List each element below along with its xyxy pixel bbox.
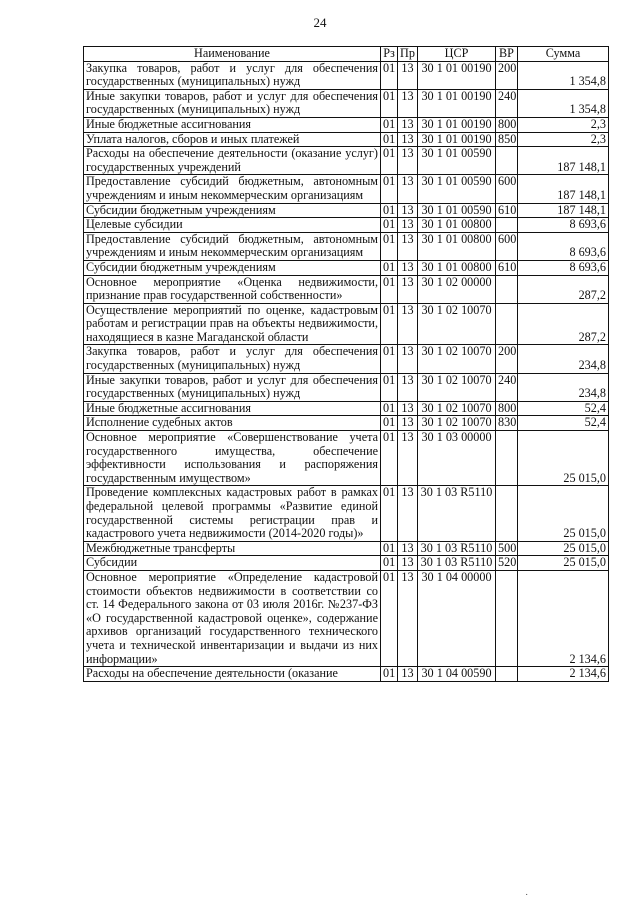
- row-rz-cell: 01: [381, 416, 398, 431]
- row-rz-cell: 01: [381, 203, 398, 218]
- row-csr-cell: 30 1 03 R5110: [418, 541, 496, 556]
- table-row: [84, 541, 609, 556]
- row-vr-cell: 800: [496, 401, 518, 416]
- row-csr-cell: 30 1 02 10070: [418, 401, 496, 416]
- row-vr-cell: 240: [496, 89, 518, 117]
- row-csr-cell: 30 1 04 00590: [418, 667, 496, 682]
- row-vr-cell: [496, 303, 518, 345]
- row-rz-cell: 01: [381, 667, 398, 682]
- row-csr-cell: 30 1 03 R5110: [418, 486, 496, 541]
- row-amount-cell: 287,2: [518, 303, 609, 345]
- table-row: [84, 117, 609, 132]
- row-csr-cell: 30 1 02 00000: [418, 275, 496, 303]
- table-row: [84, 570, 609, 666]
- row-name-cell: Основное мероприятие «Совершенствование учета государственного имущества, обеспечение эффективности использования и распоряжения государственным имуществом»: [84, 431, 381, 486]
- row-pr-cell: 13: [398, 431, 418, 486]
- row-amount-cell: 287,2: [518, 275, 609, 303]
- row-amount-cell: 25 015,0: [518, 541, 609, 556]
- row-vr-cell: [496, 218, 518, 233]
- table-header-row: [84, 47, 609, 62]
- row-amount-cell: 8 693,6: [518, 260, 609, 275]
- table-row: [84, 416, 609, 431]
- row-vr-cell: 200: [496, 61, 518, 89]
- row-rz-cell: 01: [381, 345, 398, 373]
- row-amount-cell: 2,3: [518, 117, 609, 132]
- row-name-cell: Целевые субсидии: [84, 218, 381, 233]
- row-vr-cell: [496, 486, 518, 541]
- row-csr-cell: 30 1 04 00000: [418, 570, 496, 666]
- row-pr-cell: 13: [398, 260, 418, 275]
- column-header-name: Наименование: [84, 47, 381, 62]
- table-row: [84, 175, 609, 203]
- row-amount-cell: 1 354,8: [518, 61, 609, 89]
- row-pr-cell: 13: [398, 416, 418, 431]
- row-vr-cell: [496, 275, 518, 303]
- row-vr-cell: 610: [496, 260, 518, 275]
- row-name-cell: Осуществление мероприятий по оценке, кадастровым работам и регистрации прав на объекты недвижимости, находящиеся в казне Магаданской области: [84, 303, 381, 345]
- row-csr-cell: 30 1 01 00800: [418, 232, 496, 260]
- row-rz-cell: 01: [381, 61, 398, 89]
- row-rz-cell: 01: [381, 431, 398, 486]
- table-row: [84, 373, 609, 401]
- table-row: [84, 556, 609, 571]
- row-vr-cell: 500: [496, 541, 518, 556]
- table-row: [84, 667, 609, 682]
- row-pr-cell: 13: [398, 541, 418, 556]
- column-header-amount: Сумма: [518, 47, 609, 62]
- row-csr-cell: 30 1 01 00590: [418, 203, 496, 218]
- row-pr-cell: 13: [398, 232, 418, 260]
- row-pr-cell: 13: [398, 203, 418, 218]
- row-csr-cell: 30 1 02 10070: [418, 373, 496, 401]
- row-csr-cell: 30 1 02 10070: [418, 345, 496, 373]
- row-name-cell: Иные закупки товаров, работ и услуг для обеспечения государственных (муниципальных) нужд: [84, 89, 381, 117]
- row-name-cell: Субсидии бюджетным учреждениям: [84, 203, 381, 218]
- table-row: [84, 232, 609, 260]
- row-vr-cell: 240: [496, 373, 518, 401]
- row-pr-cell: 13: [398, 147, 418, 175]
- row-amount-cell: 52,4: [518, 401, 609, 416]
- row-vr-cell: 520: [496, 556, 518, 571]
- table-row: [84, 61, 609, 89]
- row-name-cell: Проведение комплексных кадастровых работ в рамках федеральной целевой программы «Развитие единой государственной системы регистрации прав и кадастрового учета недвижимости (2014-2020 годы)»: [84, 486, 381, 541]
- row-csr-cell: 30 1 02 10070: [418, 416, 496, 431]
- row-name-cell: Иные закупки товаров, работ и услуг для обеспечения государственных (муниципальных) нужд: [84, 373, 381, 401]
- row-rz-cell: 01: [381, 218, 398, 233]
- row-name-cell: Исполнение судебных актов: [84, 416, 381, 431]
- row-amount-cell: 187 148,1: [518, 147, 609, 175]
- row-rz-cell: 01: [381, 117, 398, 132]
- page-number: 24: [313, 15, 327, 30]
- row-amount-cell: 1 354,8: [518, 89, 609, 117]
- row-pr-cell: 13: [398, 175, 418, 203]
- row-rz-cell: 01: [381, 303, 398, 345]
- table-row: [84, 218, 609, 233]
- row-csr-cell: 30 1 01 00190: [418, 132, 496, 147]
- row-pr-cell: 13: [398, 303, 418, 345]
- row-csr-cell: 30 1 01 00590: [418, 175, 496, 203]
- row-amount-cell: 52,4: [518, 416, 609, 431]
- row-rz-cell: 01: [381, 260, 398, 275]
- row-name-cell: Предоставление субсидий бюджетным, автономным учреждениям и иным некоммерческим организациям: [84, 232, 381, 260]
- column-header-rz: Рз: [381, 47, 398, 62]
- row-csr-cell: 30 1 01 00800: [418, 218, 496, 233]
- row-name-cell: Иные бюджетные ассигнования: [84, 401, 381, 416]
- row-vr-cell: [496, 431, 518, 486]
- row-rz-cell: 01: [381, 275, 398, 303]
- row-rz-cell: 01: [381, 373, 398, 401]
- row-name-cell: Основное мероприятие «Определение кадастровой стоимости объектов недвижимости в соответствии со ст. 14 Федерального закона от 03 июля 2016г. №237-ФЗ «О государственной кадастровой оценке», содержание архивов организаций государственного технического учета и технической инвентаризации и выдачи из них информации»: [84, 570, 381, 666]
- row-name-cell: Основное мероприятие «Оценка недвижимости, признание прав государственной собственности»: [84, 275, 381, 303]
- column-header-csr: ЦСР: [418, 47, 496, 62]
- row-pr-cell: 13: [398, 117, 418, 132]
- table-row: [84, 89, 609, 117]
- table-row: [84, 303, 609, 345]
- table-row: [84, 203, 609, 218]
- row-amount-cell: 2 134,6: [518, 667, 609, 682]
- row-rz-cell: 01: [381, 401, 398, 416]
- row-rz-cell: 01: [381, 89, 398, 117]
- row-amount-cell: 2 134,6: [518, 570, 609, 666]
- row-amount-cell: 187 148,1: [518, 175, 609, 203]
- row-pr-cell: 13: [398, 89, 418, 117]
- row-pr-cell: 13: [398, 401, 418, 416]
- row-vr-cell: [496, 570, 518, 666]
- table-row: [84, 260, 609, 275]
- row-name-cell: Закупка товаров, работ и услуг для обеспечения государственных (муниципальных) нужд: [84, 345, 381, 373]
- row-vr-cell: 600: [496, 175, 518, 203]
- row-rz-cell: 01: [381, 556, 398, 571]
- table-body: [84, 61, 609, 681]
- row-vr-cell: [496, 667, 518, 682]
- scan-artifact-mark: ˙: [525, 893, 529, 904]
- row-vr-cell: 200: [496, 345, 518, 373]
- row-name-cell: Закупка товаров, работ и услуг для обеспечения государственных (муниципальных) нужд: [84, 61, 381, 89]
- row-pr-cell: 13: [398, 345, 418, 373]
- row-vr-cell: 600: [496, 232, 518, 260]
- row-amount-cell: 25 015,0: [518, 556, 609, 571]
- row-amount-cell: 234,8: [518, 345, 609, 373]
- row-pr-cell: 13: [398, 132, 418, 147]
- table-row: [84, 345, 609, 373]
- table-row: [84, 275, 609, 303]
- budget-table: [83, 46, 609, 682]
- row-csr-cell: 30 1 03 R5110: [418, 556, 496, 571]
- row-pr-cell: 13: [398, 667, 418, 682]
- row-csr-cell: 30 1 01 00190: [418, 61, 496, 89]
- row-rz-cell: 01: [381, 570, 398, 666]
- row-name-cell: Иные бюджетные ассигнования: [84, 117, 381, 132]
- column-header-vr: ВР: [496, 47, 518, 62]
- row-amount-cell: 2,3: [518, 132, 609, 147]
- row-csr-cell: 30 1 02 10070: [418, 303, 496, 345]
- row-csr-cell: 30 1 01 00800: [418, 260, 496, 275]
- row-amount-cell: 25 015,0: [518, 431, 609, 486]
- table-row: [84, 401, 609, 416]
- row-name-cell: Уплата налогов, сборов и иных платежей: [84, 132, 381, 147]
- row-csr-cell: 30 1 01 00190: [418, 117, 496, 132]
- row-pr-cell: 13: [398, 570, 418, 666]
- column-header-pr: Пр: [398, 47, 418, 62]
- row-name-cell: Субсидии: [84, 556, 381, 571]
- row-vr-cell: [496, 147, 518, 175]
- row-rz-cell: 01: [381, 147, 398, 175]
- row-rz-cell: 01: [381, 132, 398, 147]
- row-vr-cell: 800: [496, 117, 518, 132]
- row-pr-cell: 13: [398, 275, 418, 303]
- row-amount-cell: 234,8: [518, 373, 609, 401]
- row-rz-cell: 01: [381, 175, 398, 203]
- row-name-cell: Предоставление субсидий бюджетным, автономным учреждениям и иным некоммерческим организациям: [84, 175, 381, 203]
- row-amount-cell: 8 693,6: [518, 232, 609, 260]
- row-amount-cell: 8 693,6: [518, 218, 609, 233]
- row-amount-cell: 187 148,1: [518, 203, 609, 218]
- row-name-cell: Межбюджетные трансферты: [84, 541, 381, 556]
- row-rz-cell: 01: [381, 232, 398, 260]
- table-row: [84, 486, 609, 541]
- row-pr-cell: 13: [398, 486, 418, 541]
- row-pr-cell: 13: [398, 556, 418, 571]
- row-pr-cell: 13: [398, 218, 418, 233]
- row-vr-cell: 610: [496, 203, 518, 218]
- row-name-cell: Субсидии бюджетным учреждениям: [84, 260, 381, 275]
- row-csr-cell: 30 1 01 00590: [418, 147, 496, 175]
- row-csr-cell: 30 1 01 00190: [418, 89, 496, 117]
- table-row: [84, 147, 609, 175]
- row-rz-cell: 01: [381, 541, 398, 556]
- row-csr-cell: 30 1 03 00000: [418, 431, 496, 486]
- row-rz-cell: 01: [381, 486, 398, 541]
- table-row: [84, 431, 609, 486]
- row-pr-cell: 13: [398, 373, 418, 401]
- row-amount-cell: 25 015,0: [518, 486, 609, 541]
- row-vr-cell: 850: [496, 132, 518, 147]
- row-vr-cell: 830: [496, 416, 518, 431]
- row-pr-cell: 13: [398, 61, 418, 89]
- table-row: [84, 132, 609, 147]
- row-name-cell: Расходы на обеспечение деятельности (оказание: [84, 667, 381, 682]
- row-name-cell: Расходы на обеспечение деятельности (оказание услуг) государственных учреждений: [84, 147, 381, 175]
